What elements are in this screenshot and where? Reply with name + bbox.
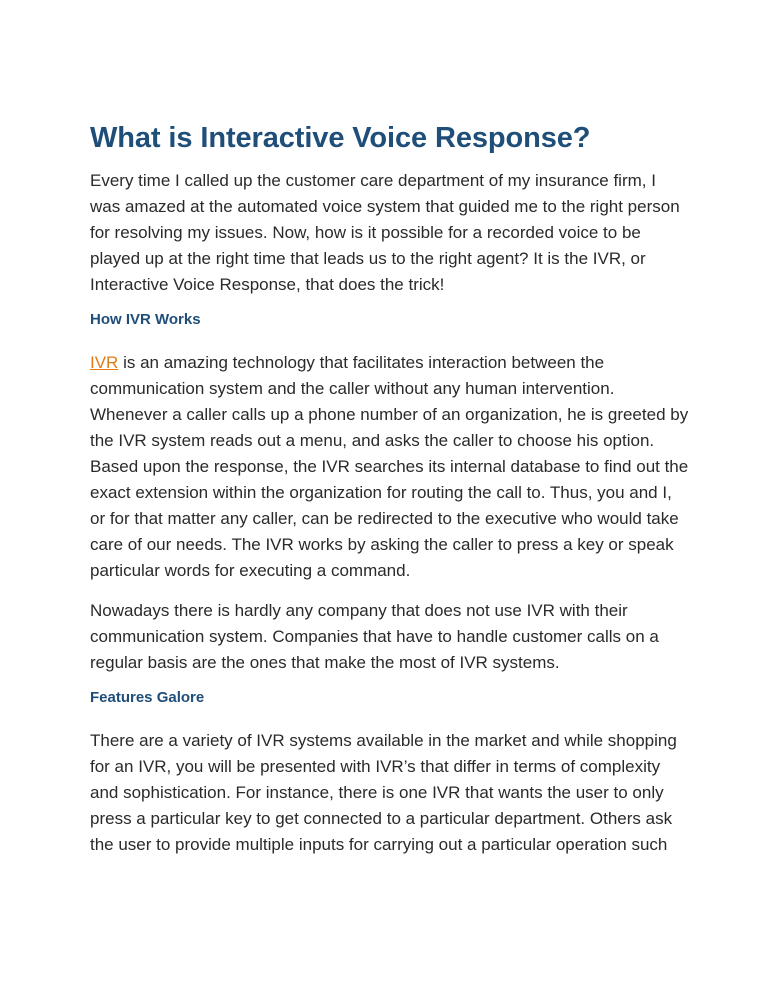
- ivr-link[interactable]: IVR: [90, 353, 119, 372]
- section-heading-features-galore: Features Galore: [90, 689, 205, 706]
- page-title: What is Interactive Voice Response?: [90, 122, 591, 154]
- section-heading-how-ivr-works: How IVR Works: [90, 311, 201, 328]
- section1-paragraph-1-text: is an amazing technology that facilitates interaction between the communication system and the caller without any human intervention. Whenever a caller calls up a phone number of an organization, he is greeted by the IVR system reads out a menu, and asks the caller to choose his option. Based upon the response, the IVR searches its internal database to find out the exact extension within the organization for routing the call to. Thus, you and I, or for that matter any caller, can be redirected to the executive who would take care of our needs. The IVR works by asking the caller to press a key or speak particular words for executing a command.: [90, 353, 689, 580]
- section2-paragraph-1: There are a variety of IVR systems available in the market and while shopping for an IVR, you will be presented with IVR’s that differ in terms of complexity and sophistication. For instance, there is one IVR that wants the user to only press a particular key to get connected to a particular department. Others ask the user to provide multiple inputs for carrying out a particular operation such: [90, 731, 677, 854]
- intro-paragraph: Every time I called up the customer care department of my insurance firm, I was amazed at the automated voice system that guided me to the right person for resolving my issues. Now, how is it possible for a recorded voice to be played up at the right time that leads us to the right agent? It is the IVR, or Interactive Voice Response, that does the trick!: [90, 171, 680, 294]
- section1-paragraph-2: Nowadays there is hardly any company that does not use IVR with their communication system. Companies that have to handle customer calls on a regular basis are the ones that make the most of IVR systems.: [90, 601, 659, 672]
- section1-paragraph-1: [90, 350, 690, 584]
- document-body: [90, 118, 690, 858]
